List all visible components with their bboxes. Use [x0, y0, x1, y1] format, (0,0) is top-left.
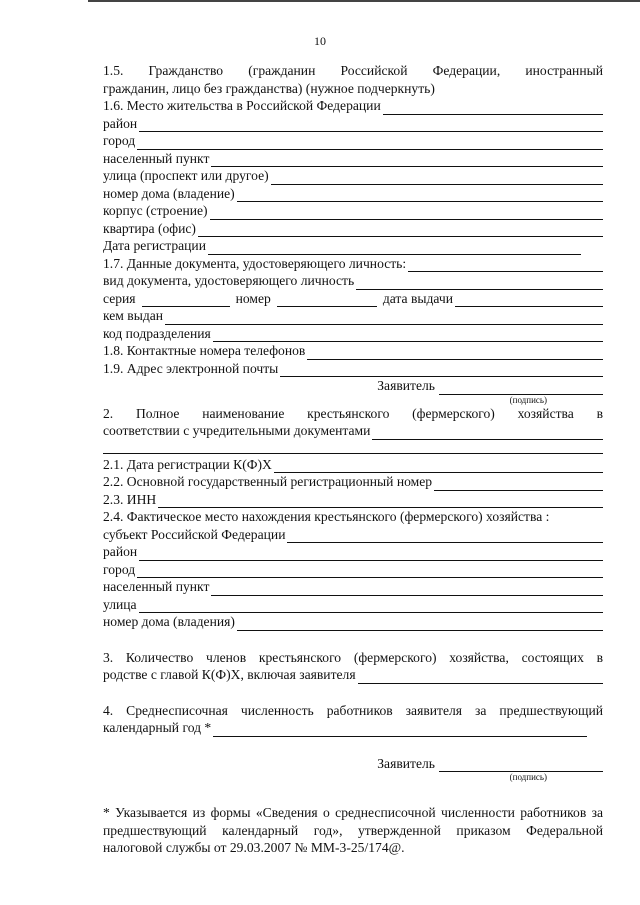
farm-street-label: улица — [103, 596, 137, 612]
residence-street-label: улица (проспект или другое) — [103, 168, 269, 183]
members-row — [103, 666, 603, 684]
ogrn-label: 2.2. Основной государственный регистрационный номер — [103, 474, 433, 489]
members-field[interactable] — [358, 670, 603, 684]
residence-house-row — [103, 185, 603, 203]
issued-by-label: кем выдан — [103, 308, 164, 323]
issued-by-row — [103, 307, 603, 325]
headcount-line-1: 4. Среднесписочная численность работников заявителя за предшествующий — [103, 702, 603, 718]
number-label: номер — [235, 290, 271, 306]
page-number: 10 — [314, 34, 326, 48]
residence-house-label: номер дома (владение) — [103, 185, 235, 201]
applicant-signature-row-1 — [103, 377, 603, 395]
farm-name-extra-line[interactable] — [103, 440, 603, 454]
residence-apartment-row — [103, 220, 603, 238]
residence-building-label: корпус (строение) — [103, 203, 208, 218]
inn-row — [103, 491, 603, 509]
farm-reg-date-field[interactable] — [274, 459, 603, 473]
division-code-field[interactable] — [213, 328, 603, 342]
ogrn-field[interactable] — [434, 477, 603, 491]
residence-building-row — [103, 202, 603, 220]
residence-district-label: район — [103, 115, 138, 131]
farm-reg-date-label: 2.1. Дата регистрации К(Ф)Х — [103, 456, 272, 472]
number-field[interactable] — [277, 293, 377, 307]
residence-city-label: город — [103, 133, 136, 148]
applicant-label-1: Заявитель — [377, 378, 435, 393]
series-number-row — [103, 290, 603, 308]
form-body — [103, 62, 603, 857]
residence-locality-row — [103, 150, 603, 168]
applicant-label-2: Заявитель — [377, 755, 435, 771]
residence-building-field[interactable] — [210, 206, 603, 220]
email-label: 1.9. Адрес электронной почты — [103, 360, 279, 376]
farm-locality-field[interactable] — [211, 582, 603, 596]
residence-street-row — [103, 167, 603, 185]
headcount-label: календарный год * — [103, 720, 212, 735]
farm-house-label: номер дома (владения) — [103, 614, 235, 629]
series-label: серия — [103, 290, 136, 306]
email-field[interactable] — [280, 363, 603, 377]
farm-region-row — [103, 526, 603, 544]
doc-type-field[interactable] — [356, 276, 603, 290]
headcount-row — [103, 719, 603, 737]
farm-name-label: соответствии с учредительными документами — [103, 423, 371, 438]
email-row — [103, 360, 603, 378]
series-field[interactable] — [142, 293, 230, 307]
top-border-line — [88, 0, 640, 2]
residence-row — [103, 97, 603, 115]
farm-city-field[interactable] — [137, 564, 603, 578]
issue-date-label: дата выдачи — [382, 290, 454, 306]
farm-district-row — [103, 543, 603, 561]
farm-region-label: субъект Российской Федерации — [103, 526, 286, 542]
doc-type-label: вид документа, удостоверяющего личность — [103, 273, 355, 288]
phones-row — [103, 342, 603, 360]
doc-type-row — [103, 272, 603, 290]
farm-locality-label: населенный пункт — [103, 579, 210, 594]
farm-region-field[interactable] — [287, 529, 603, 543]
residence-district-row — [103, 115, 603, 133]
registration-date-label: Дата регистрации — [103, 238, 206, 253]
signature-caption-1: (подпись) — [509, 394, 547, 405]
residence-house-field[interactable] — [237, 188, 603, 202]
citizenship-line-1: 1.5. Гражданство (гражданин Российской Федерации, иностранный — [103, 63, 603, 78]
division-code-label: код подразделения — [103, 325, 211, 341]
members-label: родстве с главой К(Ф)Х, включая заявителя — [103, 667, 356, 682]
members-line-1: 3. Количество членов крестьянского (фермерского) хозяйства, состоящих в — [103, 649, 603, 665]
applicant-signature-field-1[interactable] — [439, 381, 603, 395]
registration-date-field[interactable] — [208, 241, 581, 255]
farm-house-field[interactable] — [237, 617, 603, 631]
residence-locality-field[interactable] — [211, 153, 603, 167]
farm-district-label: район — [103, 544, 138, 559]
residence-locality-label: населенный пункт — [103, 150, 210, 166]
id-document-field[interactable] — [408, 258, 603, 272]
farm-city-row — [103, 561, 603, 579]
farm-name-field[interactable] — [372, 426, 603, 440]
farm-city-label: город — [103, 561, 136, 577]
phones-field[interactable] — [307, 346, 603, 360]
footnote: * Указывается из формы «Сведения о среднесписочной численности работников за предшествующий календарный год», утвержденной приказом Федеральной налоговой службы от 29.03.2007 № ММ-3-25/174@. — [103, 805, 603, 855]
farm-reg-date-row — [103, 456, 603, 474]
residence-field[interactable] — [383, 101, 603, 115]
inn-label: 2.3. ИНН — [103, 491, 157, 507]
farm-district-field[interactable] — [139, 547, 603, 561]
issue-date-field[interactable] — [455, 293, 603, 307]
ogrn-row — [103, 473, 603, 491]
id-document-label: 1.7. Данные документа, удостоверяющего личность: — [103, 255, 407, 271]
inn-field[interactable] — [158, 494, 603, 508]
farm-house-row — [103, 613, 603, 631]
citizenship-line-2: гражданин, лицо без гражданства) (нужное подчеркнуть) — [103, 80, 435, 96]
farm-street-row — [103, 596, 603, 614]
phones-label: 1.8. Контактные номера телефонов — [103, 343, 306, 358]
farm-name-line-1: 2. Полное наименование крестьянского (фермерского) хозяйства в — [103, 405, 603, 421]
residence-street-field[interactable] — [271, 171, 603, 185]
applicant-signature-field-2[interactable] — [439, 758, 603, 772]
residence-city-field[interactable] — [137, 136, 603, 150]
residence-label: 1.6. Место жительства в Российской Федерации — [103, 98, 381, 113]
residence-district-field[interactable] — [139, 118, 603, 132]
division-code-row — [103, 325, 603, 343]
residence-apartment-label: квартира (офис) — [103, 220, 196, 236]
farm-street-field[interactable] — [139, 599, 603, 613]
residence-city-row — [103, 132, 603, 150]
farm-name-row — [103, 422, 603, 440]
residence-apartment-field[interactable] — [198, 223, 603, 237]
issued-by-field[interactable] — [165, 311, 603, 325]
id-document-row — [103, 255, 603, 273]
registration-date-row — [103, 237, 603, 255]
headcount-field[interactable] — [213, 723, 587, 737]
farm-location-title: 2.4. Фактическое место нахождения крестьянского (фермерского) хозяйства : — [103, 509, 550, 524]
applicant-signature-row-2 — [103, 755, 603, 773]
farm-locality-row — [103, 578, 603, 596]
signature-caption-2: (подпись) — [509, 772, 547, 782]
